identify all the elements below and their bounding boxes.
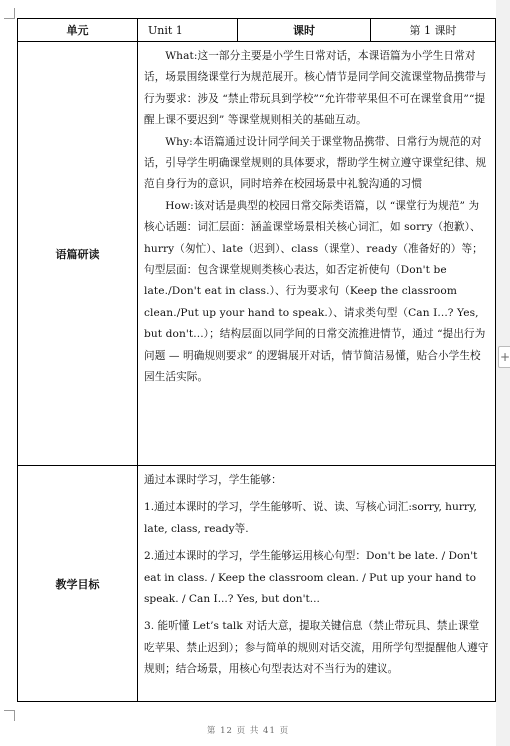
lesson-plan-table	[17, 18, 496, 702]
header-row	[18, 19, 496, 42]
goal-item-3: 3. 能听懂 Let’s talk 对话大意，提取关键信息（禁止带玩具、禁止课堂吃苹果、禁止迟到）；参与简单的规则对话交流，用所学句型提醒他人遵守规则；结合场景，用核心句型表达对不当行为的建议。	[144, 620, 489, 676]
crop-mark-top-left	[4, 8, 15, 19]
goals-intro: 通过本课时学习，学生能够：	[144, 474, 282, 486]
page-footer: 第 12 页 共 41 页	[206, 726, 290, 736]
unit-value: Unit 1	[138, 19, 238, 42]
goals-row	[18, 466, 496, 702]
reading-how-paragraph: How:该对话是典型的校园日常交际类语篇，以 “课堂行为规范” 为核心话题：词汇层面：涵盖课堂场景相关核心词汇，如 sorry（抱歉）、hurry（匆忙）、late（迟到）、class（课堂）、ready（准备好的）等；句型层面：包含课堂规则类核心表达，如否定祈使句（Don't be late./Don't eat in class.）、行为要求句（Keep the classroom clean./Put up your hand to speak.）、请求类句型（Can I...? Yes, but don't...）；结构层面以同学间的日常交流推进情节，通过 “提出行为问题 — 明确规则要求” 的逻辑展开对话，情节简洁易懂，贴合小学生校园生活实际。	[144, 199, 486, 384]
reading-label: 语篇研读	[18, 42, 138, 466]
period-label: 课时	[238, 19, 371, 42]
goals-label: 教学目标	[18, 466, 138, 702]
reading-content	[138, 42, 496, 466]
reading-row	[18, 42, 496, 466]
goal-item-1: 1.通过本课时的学习，学生能够听、说、读、写核心词汇:sorry, hurry, late, class, ready等.	[144, 501, 477, 535]
reading-why-paragraph: Why:本语篇通过设计同学间关于课堂物品携带、日常行为规范的对话，引导学生明确课堂规则的具体要求，帮助学生树立遵守课堂纪律、规范自身行为的意识，同时培养在校园场景中礼貌沟通的习惯	[144, 135, 487, 191]
crop-mark-bottom-left	[4, 710, 15, 721]
goal-item-2: 2.通过本课时的学习，学生能够运用核心句型：Don't be late. / Don't eat in class. / Keep the classroom clean. / Put up your hand to speak. / Can I...? Yes, but don't...	[144, 550, 478, 606]
plus-icon[interactable]: +	[498, 346, 510, 368]
period-value: 第 1 课时	[371, 19, 496, 42]
unit-label: 单元	[18, 19, 138, 42]
goals-content	[138, 466, 496, 702]
reading-what-paragraph: What:这一部分主要是小学生日常对话，本课语篇为小学生日常对话，场景围绕课堂行为规范展开。核心情节是同学间交流课堂物品携带与行为要求：涉及 “禁止带玩具到学校”“允许带苹果但不可在课堂食用”“提醒上课不要迟到” 等课堂规则相关的基础互动。	[144, 50, 487, 127]
